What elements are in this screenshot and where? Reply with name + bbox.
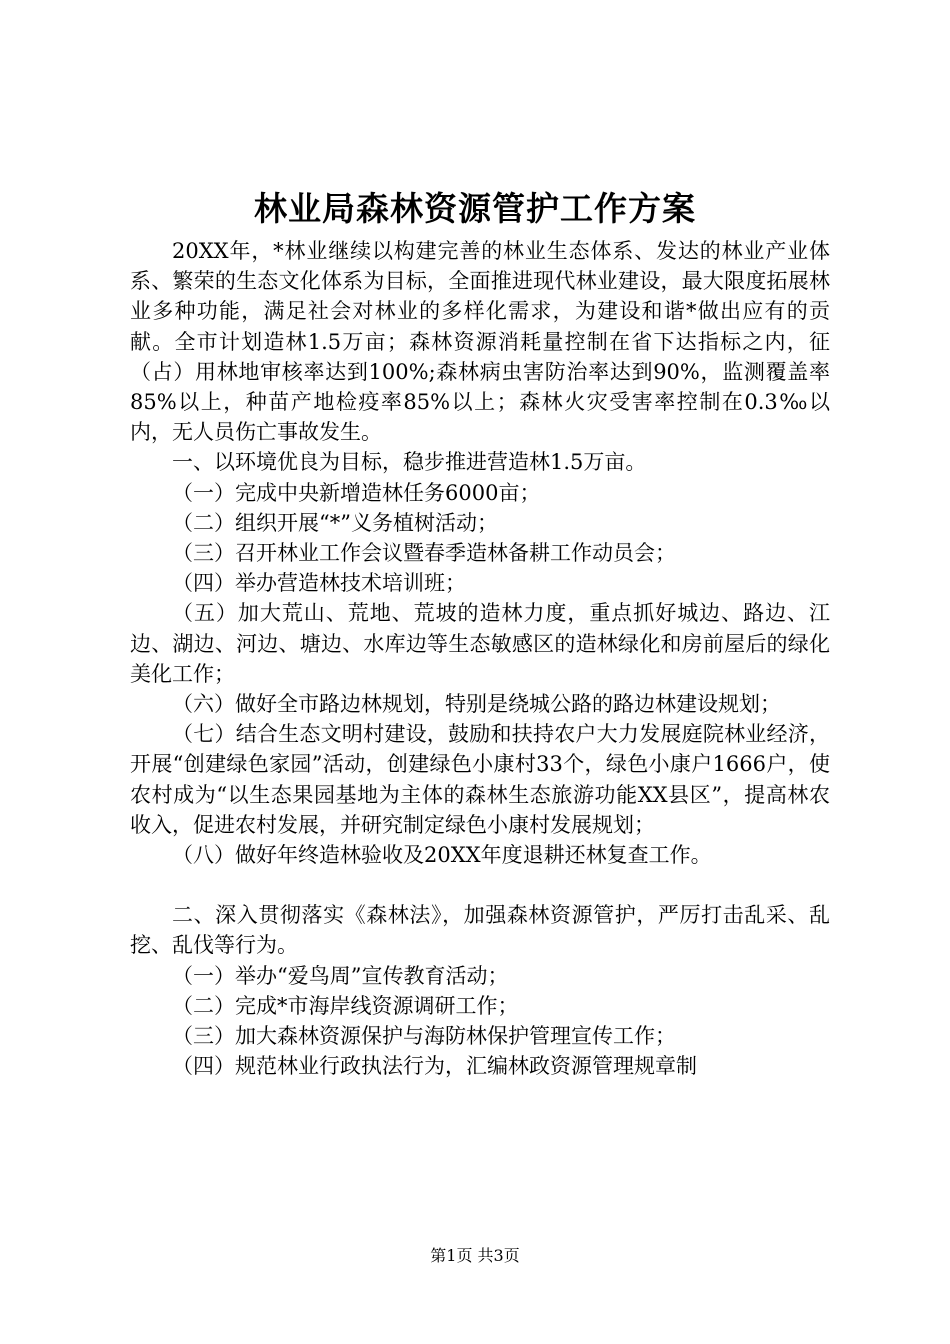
section-1-heading: 一、以环境优良为目标，稳步推进营造林1.5万亩。 [172, 450, 647, 475]
section-2-item-4: （四）规范林业行政执法行为，汇编林政资源管理规章制 [172, 1054, 697, 1079]
paragraph-intro: 20XX年，*林业继续以构建完善的林业生态体系、发达的林业产业体系、繁荣的生态文化体系为目标，全面推进现代林业建设，最大限度拓展林业多种功能，满足社会对林业的多样化需求，为建设和谐*做出应有的贡献。全市计划造林1.5万亩；森林资源消耗量控制在省下达指标之内，征（占）用林地审核率达到100%;森林病虫害防治率达到90%，监测覆盖率85%以上，种苗产地检疫率85%以上；森林火灾受害率控制在0.3‰以内，无人员伤亡事故发生。 [130, 239, 830, 445]
document-title: 林业局森林资源管护工作方案 [254, 189, 696, 228]
section-1-item-6: （六）做好全市路边林规划，特别是绕城公路的路边林建设规划； [172, 692, 781, 717]
section-2-item-1: （一）举办“爱鸟周”宣传教育活动； [172, 963, 509, 988]
section-1-item-2: （二）组织开展“*”义务植树活动； [172, 510, 498, 535]
section-1-item-1: （一）完成中央新增造林任务6000亩； [172, 480, 541, 505]
section-2-item-3: （三）加大森林资源保护与海防林保护管理宣传工作； [172, 1024, 676, 1049]
section-1-item-3: （三）召开林业工作会议暨春季造林备耕工作动员会； [172, 541, 676, 566]
section-1-item-7: （七）结合生态文明村建设，鼓励和扶持农户大力发展庭院林业经济，开展“创建绿色家园”活动，创建绿色小康村33个，绿色小康户1666户，使农村成为“以生态果园基地为主体的森林生态旅游功能XX县区”，提高林农收入，促进农村发展，并研究制定绿色小康村发展规划； [130, 722, 830, 837]
section-1-item-5: （五）加大荒山、荒地、荒坡的造林力度，重点抓好城边、路边、江边、湖边、河边、塘边、水库边等生态敏感区的造林绿化和房前屋后的绿化美化工作； [130, 601, 830, 686]
section-1-item-4: （四）举办营造林技术培训班； [172, 571, 466, 596]
document-body [130, 236, 830, 1081]
section-2-item-2: （二）完成*市海岸线资源调研工作； [172, 993, 519, 1018]
page-footer: 第1页 共3页 [430, 1246, 520, 1265]
section-1-item-8: （八）做好年终造林验收及20XX年度退耕还林复查工作。 [172, 843, 712, 868]
section-2-heading: 二、深入贯彻落实《森林法》，加强森林资源管护，严厉打击乱采、乱挖、乱伐等行为。 [130, 903, 830, 958]
